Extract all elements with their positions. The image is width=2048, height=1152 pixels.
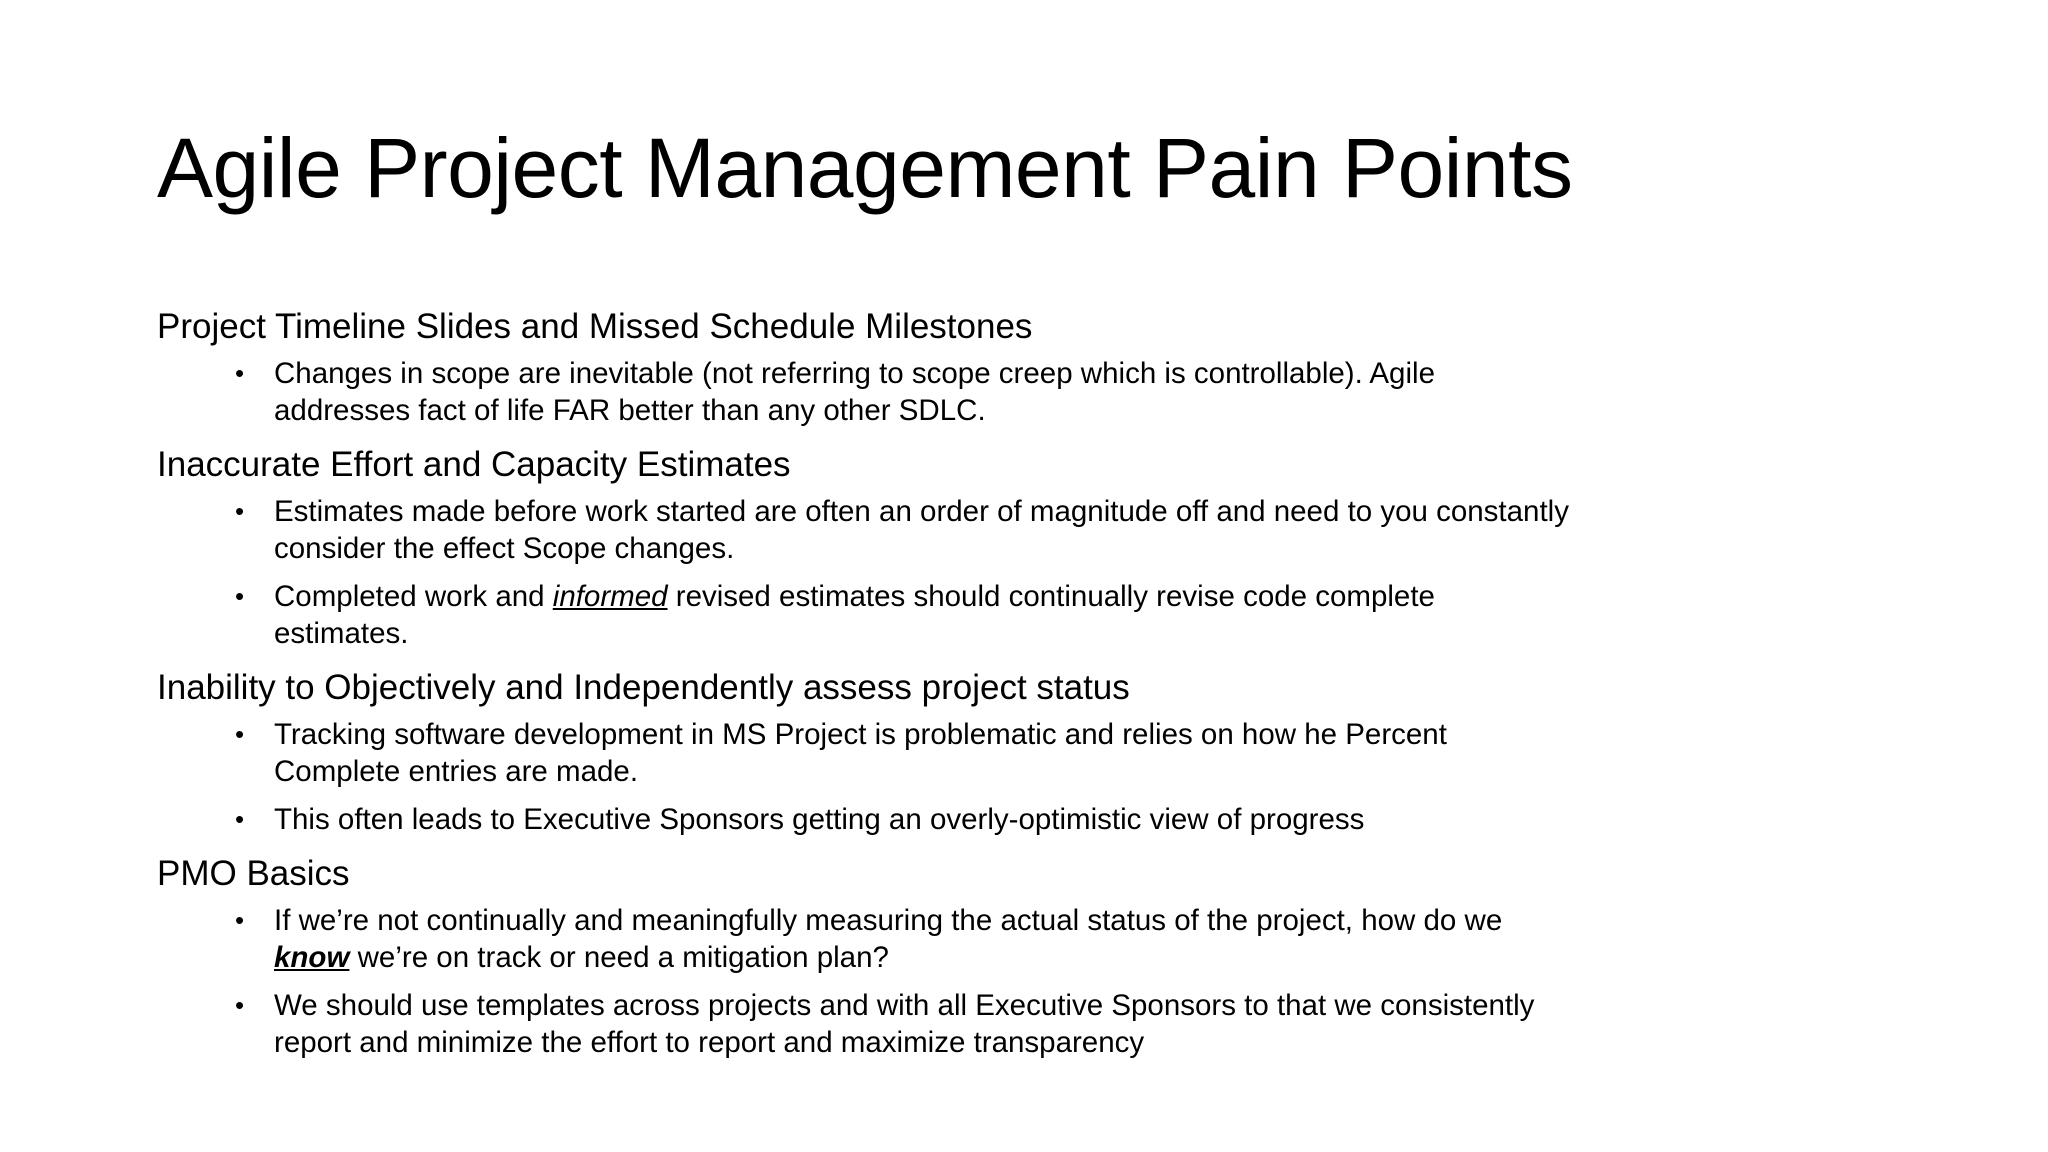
bullet-text: Estimates made before work started are often an order of magnitude off and need to you constantly consider the effect Scope changes. [274,495,1569,565]
bullet-item [157,902,1577,976]
bullet-icon: • [235,358,245,388]
bullet-item [157,578,1577,652]
bullet-icon: • [235,719,245,749]
bullet-icon: • [235,581,245,611]
slide-title: Agile Project Management Pain Points [157,121,1573,215]
bullet-text: This often leads to Executive Sponsors getting an overly-optimistic view of progress [274,803,1365,836]
section-heading: Inaccurate Effort and Capacity Estimates [157,445,791,484]
bullet-item [157,987,1577,1061]
bullet-item [157,801,1577,838]
bullet-list [157,716,1557,838]
bullet-icon: • [235,804,245,834]
section-heading: Project Timeline Slides and Missed Schedule Milestones [157,307,1033,346]
bullet-item [157,355,1577,429]
slide-body [157,305,1569,1075]
bullet-text-after: we’re on track or need a mitigation plan? [349,941,889,974]
section-heading: Inability to Objectively and Independently assess project status [157,668,1130,707]
bullet-icon: • [235,496,245,526]
section-pmo-basics [157,852,1557,1061]
section-heading: PMO Basics [157,854,350,893]
section-estimates [157,443,1569,652]
bullet-icon: • [235,905,245,935]
bullet-text-before: If we’re not continually and meaningfully measuring the actual status of the project, how do we [274,904,1503,937]
bullet-list [157,902,1557,1061]
bullet-text: Tracking software development in MS Project is problematic and relies on how he Percent Complete entries are made. [274,718,1447,788]
bullet-icon: • [235,990,245,1020]
bullet-list [157,493,1569,652]
emphasized-word: informed [552,580,668,613]
bullet-text-after: revised estimates should continually revise code complete estimates. [274,580,1435,650]
emphasized-word: know [274,941,350,974]
section-timeline [157,305,1557,429]
bullet-list [157,355,1557,429]
bullet-text-before: Completed work and [274,580,553,613]
bullet-text: Changes in scope are inevitable (not referring to scope creep which is controllable). Agile addresses fact of life FAR better than any other SDLC. [274,357,1435,427]
bullet-text: We should use templates across projects and with all Executive Sponsors to that we consistently report and minimize the effort to report and maximize transparency [274,989,1535,1059]
section-status [157,666,1557,838]
bullet-item [157,493,1577,567]
bullet-item [157,716,1577,790]
